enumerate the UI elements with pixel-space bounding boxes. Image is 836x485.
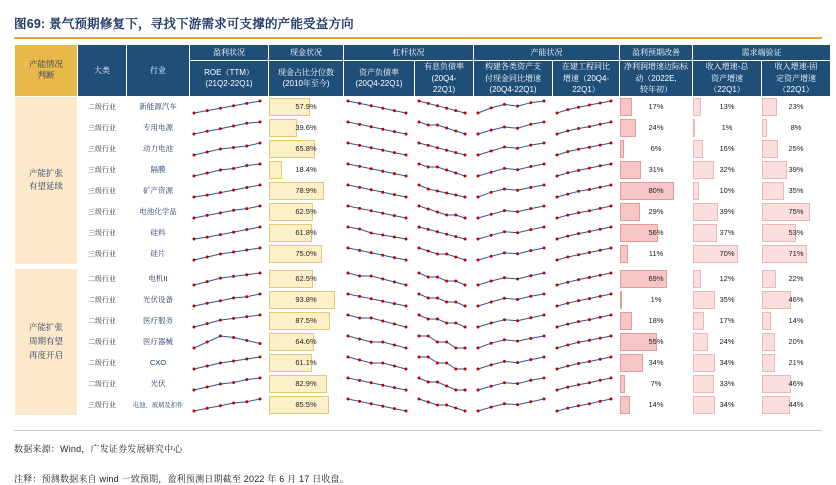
row-industry: 电池、玻璃及扣件 xyxy=(127,394,190,415)
sparkline-roe xyxy=(190,268,269,289)
profit-change-cell: 11% xyxy=(620,243,693,264)
sparkline-capex-yoy xyxy=(474,394,553,415)
profit-change-cell: 80% xyxy=(620,180,693,201)
sparkline-capex-yoy xyxy=(474,268,553,289)
col-header-roe: ROE（TTM） (21Q2-22Q1) xyxy=(190,61,269,97)
profit-change-cell: 69% xyxy=(620,268,693,289)
category-label: 产能扩张 周期有望 再度开启 xyxy=(15,268,78,415)
rev-minus-fixed-cell: 46% xyxy=(762,373,831,394)
rev-minus-asset-cell: 12% xyxy=(693,268,762,289)
sparkline-capex-yoy xyxy=(474,117,553,138)
rev-minus-fixed-cell: 71% xyxy=(762,243,831,264)
row-level: 二级行业 xyxy=(78,289,127,310)
row-level: 三级行业 xyxy=(78,138,127,159)
category-label: 产能扩张 有望延续 xyxy=(15,96,78,264)
group-header: 杠杆状况 xyxy=(344,45,474,61)
sparkline-debt-ratio xyxy=(344,394,415,415)
table-row xyxy=(15,268,831,289)
table-row xyxy=(15,352,831,373)
rev-minus-asset-cell: 1% xyxy=(693,117,762,138)
row-industry: 电机II xyxy=(127,268,190,289)
group-header: 产能状况 xyxy=(474,45,620,61)
sparkline-roe xyxy=(190,138,269,159)
sparkline-interest-debt xyxy=(415,289,474,310)
sparkline-capex-yoy xyxy=(474,159,553,180)
sparkline-capex-yoy xyxy=(474,289,553,310)
sparkline-interest-debt xyxy=(415,331,474,352)
sparkline-cip-yoy xyxy=(553,180,620,201)
rev-minus-asset-cell: 10% xyxy=(693,180,762,201)
row-level: 二级行业 xyxy=(78,373,127,394)
sparkline-capex-yoy xyxy=(474,180,553,201)
row-level: 三级行业 xyxy=(78,201,127,222)
rev-minus-fixed-cell: 75% xyxy=(762,201,831,222)
row-level: 三级行业 xyxy=(78,394,127,415)
row-industry: CXO xyxy=(127,352,190,373)
sparkline-roe xyxy=(190,394,269,415)
sparkline-interest-debt xyxy=(415,201,474,222)
sparkline-cip-yoy xyxy=(553,268,620,289)
sparkline-roe xyxy=(190,117,269,138)
group-header: 盈利状况 xyxy=(190,45,269,61)
sparkline-roe xyxy=(190,243,269,264)
table-row xyxy=(15,310,831,331)
sparkline-debt-ratio xyxy=(344,222,415,243)
sparkline-interest-debt xyxy=(415,222,474,243)
sparkline-interest-debt xyxy=(415,96,474,117)
row-industry: 新能源汽车 xyxy=(127,96,190,117)
sparkline-cip-yoy xyxy=(553,138,620,159)
sparkline-capex-yoy xyxy=(474,138,553,159)
table-row xyxy=(15,394,831,415)
sparkline-debt-ratio xyxy=(344,352,415,373)
row-level: 三级行业 xyxy=(78,159,127,180)
sparkline-capex-yoy xyxy=(474,373,553,394)
cash-percentile-cell: 78.9% xyxy=(269,180,344,201)
rev-minus-fixed-cell: 14% xyxy=(762,310,831,331)
rev-minus-asset-cell: 32% xyxy=(693,159,762,180)
sparkline-interest-debt xyxy=(415,117,474,138)
profit-change-cell: 24% xyxy=(620,117,693,138)
profit-change-cell: 1% xyxy=(620,289,693,310)
col-header-level: 大类 xyxy=(78,45,127,97)
col-header-cip-yoy: 在建工程同比 增速（20Q4- 22Q1） xyxy=(553,61,620,97)
cash-percentile-cell: 93.8% xyxy=(269,289,344,310)
source-note: 数据来源：Wind，广发证券发展研究中心 xyxy=(14,443,183,454)
row-label-header: 产能情况 判断 xyxy=(15,45,78,97)
row-industry: 隔膜 xyxy=(127,159,190,180)
profit-change-cell: 56% xyxy=(620,222,693,243)
sparkline-debt-ratio xyxy=(344,180,415,201)
row-level: 三级行业 xyxy=(78,180,127,201)
sparkline-cip-yoy xyxy=(553,373,620,394)
sparkline-capex-yoy xyxy=(474,352,553,373)
row-industry: 专用电源 xyxy=(127,117,190,138)
col-header-rev-minus-asset: 收入增速-总 资产增速 （22Q1） xyxy=(693,61,762,97)
sparkline-cip-yoy xyxy=(553,222,620,243)
rev-minus-asset-cell: 35% xyxy=(693,289,762,310)
row-industry: 光伏设备 xyxy=(127,289,190,310)
sparkline-interest-debt xyxy=(415,180,474,201)
rev-minus-asset-cell: 16% xyxy=(693,138,762,159)
table-row xyxy=(15,180,831,201)
cash-percentile-cell: 87.5% xyxy=(269,310,344,331)
sparkline-cip-yoy xyxy=(553,394,620,415)
rev-minus-fixed-cell: 8% xyxy=(762,117,831,138)
sparkline-interest-debt xyxy=(415,352,474,373)
table-row xyxy=(15,138,831,159)
sparkline-cip-yoy xyxy=(553,96,620,117)
profit-change-cell: 34% xyxy=(620,352,693,373)
table-row xyxy=(15,243,831,264)
row-level: 三级行业 xyxy=(78,117,127,138)
group-header: 现金状况 xyxy=(269,45,344,61)
cash-percentile-cell: 61.1% xyxy=(269,352,344,373)
col-header-industry: 行业 xyxy=(127,45,190,97)
table-row xyxy=(15,289,831,310)
row-industry: 医疗服务 xyxy=(127,310,190,331)
sparkline-debt-ratio xyxy=(344,159,415,180)
group-header: 盈利预期改善 xyxy=(620,45,693,61)
profit-change-cell: 55% xyxy=(620,331,693,352)
sparkline-cip-yoy xyxy=(553,117,620,138)
rev-minus-fixed-cell: 20% xyxy=(762,331,831,352)
row-industry: 电池化学品 xyxy=(127,201,190,222)
table-row xyxy=(15,96,831,117)
cash-percentile-cell: 18.4% xyxy=(269,159,344,180)
rev-minus-asset-cell: 24% xyxy=(693,331,762,352)
row-industry: 矿产资源 xyxy=(127,180,190,201)
group-header: 需求端验证 xyxy=(693,45,831,61)
sparkline-interest-debt xyxy=(415,268,474,289)
rev-minus-asset-cell: 13% xyxy=(693,96,762,117)
profit-change-cell: 29% xyxy=(620,201,693,222)
profit-change-cell: 14% xyxy=(620,394,693,415)
col-header-debt-ratio: 资产负债率 (20Q4-22Q1) xyxy=(344,61,415,97)
profit-change-cell: 7% xyxy=(620,373,693,394)
sparkline-interest-debt xyxy=(415,394,474,415)
row-level: 二级行业 xyxy=(78,331,127,352)
table-row xyxy=(15,373,831,394)
row-level: 三级行业 xyxy=(78,222,127,243)
sparkline-roe xyxy=(190,159,269,180)
cash-percentile-cell: 61.8% xyxy=(269,222,344,243)
sparkline-interest-debt xyxy=(415,310,474,331)
sparkline-roe xyxy=(190,331,269,352)
row-industry: 医疗器械 xyxy=(127,331,190,352)
table-row xyxy=(15,159,831,180)
row-industry: 硅片 xyxy=(127,243,190,264)
sparkline-debt-ratio xyxy=(344,268,415,289)
table-row xyxy=(15,201,831,222)
rev-minus-fixed-cell: 21% xyxy=(762,352,831,373)
rev-minus-asset-cell: 70% xyxy=(693,243,762,264)
sparkline-capex-yoy xyxy=(474,310,553,331)
rev-minus-fixed-cell: 35% xyxy=(762,180,831,201)
sparkline-interest-debt xyxy=(415,138,474,159)
cash-percentile-cell: 75.0% xyxy=(269,243,344,264)
sparkline-debt-ratio xyxy=(344,310,415,331)
row-level: 二级行业 xyxy=(78,352,127,373)
sparkline-capex-yoy xyxy=(474,331,553,352)
rev-minus-asset-cell: 34% xyxy=(693,394,762,415)
cash-percentile-cell: 62.5% xyxy=(269,201,344,222)
page-title: 图69: 景气预期修复下，寻找下游需求可支撑的产能受益方向 xyxy=(14,17,354,31)
rev-minus-fixed-cell: 22% xyxy=(762,268,831,289)
rev-minus-fixed-cell: 25% xyxy=(762,138,831,159)
sparkline-roe xyxy=(190,373,269,394)
cash-percentile-cell: 65.8% xyxy=(269,138,344,159)
row-level: 二级行业 xyxy=(78,310,127,331)
row-level: 二级行业 xyxy=(78,96,127,117)
row-industry: 硅料 xyxy=(127,222,190,243)
profit-change-cell: 18% xyxy=(620,310,693,331)
rev-minus-fixed-cell: 53% xyxy=(762,222,831,243)
row-level: 三级行业 xyxy=(78,243,127,264)
sparkline-debt-ratio xyxy=(344,138,415,159)
profit-change-cell: 17% xyxy=(620,96,693,117)
sparkline-roe xyxy=(190,96,269,117)
col-header-capex-yoy: 构建各类资产支 付现金同比增速 (20Q4-22Q1) xyxy=(474,61,553,97)
sparkline-debt-ratio xyxy=(344,243,415,264)
sparkline-cip-yoy xyxy=(553,289,620,310)
sparkline-debt-ratio xyxy=(344,117,415,138)
col-header-profit-change: 净利润增速边际标 动（2022E, 较年初） xyxy=(620,61,693,97)
sparkline-cip-yoy xyxy=(553,310,620,331)
sparkline-roe xyxy=(190,222,269,243)
rev-minus-asset-cell: 17% xyxy=(693,310,762,331)
table-row xyxy=(15,222,831,243)
sparkline-roe xyxy=(190,289,269,310)
capacity-analysis-table xyxy=(14,44,831,416)
cash-percentile-cell: 82.9% xyxy=(269,373,344,394)
row-industry: 光伏 xyxy=(127,373,190,394)
sparkline-capex-yoy xyxy=(474,243,553,264)
profit-change-cell: 31% xyxy=(620,159,693,180)
sparkline-cip-yoy xyxy=(553,243,620,264)
group-header-row xyxy=(15,45,831,61)
sparkline-interest-debt xyxy=(415,243,474,264)
sparkline-roe xyxy=(190,352,269,373)
rev-minus-fixed-cell: 46% xyxy=(762,289,831,310)
sparkline-cip-yoy xyxy=(553,201,620,222)
rev-minus-asset-cell: 37% xyxy=(693,222,762,243)
sparkline-interest-debt xyxy=(415,159,474,180)
sparkline-capex-yoy xyxy=(474,96,553,117)
sparkline-roe xyxy=(190,310,269,331)
sparkline-cip-yoy xyxy=(553,331,620,352)
table-row xyxy=(15,117,831,138)
rev-minus-fixed-cell: 44% xyxy=(762,394,831,415)
row-level: 二级行业 xyxy=(78,268,127,289)
sparkline-capex-yoy xyxy=(474,201,553,222)
rev-minus-fixed-cell: 39% xyxy=(762,159,831,180)
profit-change-cell: 6% xyxy=(620,138,693,159)
col-header-cash-pct: 现金占比分位数 (2010年至今) xyxy=(269,61,344,97)
sparkline-debt-ratio xyxy=(344,373,415,394)
sparkline-debt-ratio xyxy=(344,201,415,222)
sparkline-cip-yoy xyxy=(553,159,620,180)
cash-percentile-cell: 85.5% xyxy=(269,394,344,415)
explanatory-note: 注释：预测数据来自 wind 一致预期，盈利预测日期截至 2022 年 6 月 17 日收盘。 xyxy=(14,473,349,484)
cash-percentile-cell: 57.9% xyxy=(269,96,344,117)
col-header-rev-minus-fixed: 收入增速-固 定资产增速 （22Q1） xyxy=(762,61,831,97)
sparkline-roe xyxy=(190,180,269,201)
sparkline-cip-yoy xyxy=(553,352,620,373)
cash-percentile-cell: 64.6% xyxy=(269,331,344,352)
sparkline-debt-ratio xyxy=(344,331,415,352)
rev-minus-asset-cell: 34% xyxy=(693,352,762,373)
cash-percentile-cell: 39.6% xyxy=(269,117,344,138)
sparkline-debt-ratio xyxy=(344,96,415,117)
col-header-interest-debt: 有息负债率 (20Q4- 22Q1) xyxy=(415,61,474,97)
cash-percentile-cell: 62.5% xyxy=(269,268,344,289)
sparkline-capex-yoy xyxy=(474,222,553,243)
row-industry: 动力电池 xyxy=(127,138,190,159)
sparkline-roe xyxy=(190,201,269,222)
table-row xyxy=(15,331,831,352)
rev-minus-asset-cell: 33% xyxy=(693,373,762,394)
rev-minus-fixed-cell: 23% xyxy=(762,96,831,117)
figure-title-block xyxy=(14,14,822,39)
sparkline-debt-ratio xyxy=(344,289,415,310)
sparkline-interest-debt xyxy=(415,373,474,394)
rev-minus-asset-cell: 39% xyxy=(693,201,762,222)
